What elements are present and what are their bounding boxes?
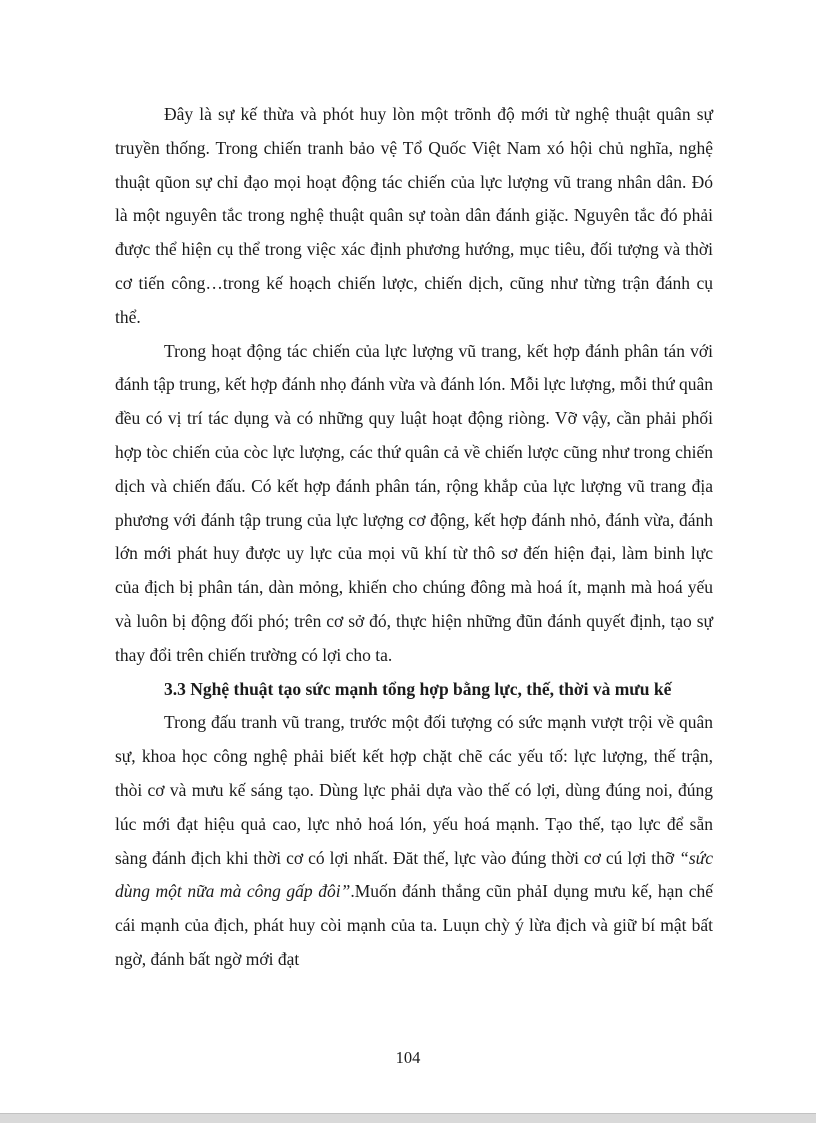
document-content xyxy=(115,98,713,977)
paragraph: Trong hoạt động tác chiến của lực lượng vũ trang, kết hợp đánh phân tán với đánh tập trung, kết hợp đánh nhọ đánh vừa và đánh lón. Mỗi lực lượng, mỗi thứ quân đều có vị trí tác dụng và có những quy luật hoạt động riòng. Vỡ vậy, cần phải phối hợp tòc chiến của còc lực lượng, các thứ quân cả về chiến lược cũng như trong chiến dịch và chiến đấu. Có kết hợp đánh phân tán, rộng khắp của lực lượng vũ trang địa phương với đánh tập trung của lực lượng cơ động, kết hợp đánh nhỏ, đánh vừa, đánh lớn mới phát huy được uy lực của mọi vũ khí từ thô sơ đến hiện đại, làm binh lực của địch bị phân tán, dàn mỏng, khiến cho chúng đông mà hoá ít, mạnh mà hoá yếu và luôn bị động đối phó; trên cơ sở đó, thực hiện những đũn đánh quyết định, tạo sự thay đổi trên chiến trường có lợi cho ta. xyxy=(115,340,713,665)
paragraph: Đây là sự kế thừa và phót huy lòn một trõnh độ mới từ nghệ thuật quân sự truyền thống. Trong chiến tranh bảo vệ Tổ Quốc Việt Nam xó hội chủ nghĩa, nghệ thuật qũon sự chỉ đạo mọi hoạt động tác chiến của lực lượng vũ trang nhân dân. Đó là một nguyên tắc trong nghệ thuật quân sự toàn dân đánh giặc. Nguyên tắc đó phải được thể hiện cụ thể trong việc xác định phương hướng, mục tiêu, đối tượng và thời cơ tiến công…trong kế hoạch chiến lược, chiến dịch, cũng như từng trận đánh cụ thể. xyxy=(115,104,713,327)
paragraph xyxy=(115,706,713,976)
inline-quote: “sức dùng một nữa mà công gấp đôi” xyxy=(115,847,713,902)
page-bottom-edge xyxy=(0,1113,816,1123)
paragraph-text: .Muốn đánh thắng cũn phảI dụng mưu kế, hạn chế cái mạnh của địch, phát huy còi mạnh của ta. Luụn chỳ ý lừa địch và giữ bí mật bất ngờ, đánh bất ngờ mới đạt xyxy=(115,881,713,969)
section-heading: 3.3 Nghệ thuật tạo sức mạnh tổng hợp bằng lực, thế, thời và mưu kế xyxy=(164,678,672,699)
page-number: 104 xyxy=(395,1048,421,1067)
paragraph-text: Trong đấu tranh vũ trang, trước một đối tượng có sức mạnh vượt trội về quân sự, khoa học công nghệ phải biết kết hợp chặt chẽ các yếu tố: lực lượng, thế trận, thòi cơ và mưu kế sáng tạo. Dùng lực phải dựa vào thế có lợi, dùng đúng noi, đúng lúc mới đạt hiệu quả cao, lực nhỏ hoá lón, yếu hoá mạnh. Tạo thế, tạo lực để sẵn sàng đánh địch khi thời cơ có lợi nhất. Đăt thế, lực vào đúng thời cơ cú lợi thỡ xyxy=(115,712,713,868)
